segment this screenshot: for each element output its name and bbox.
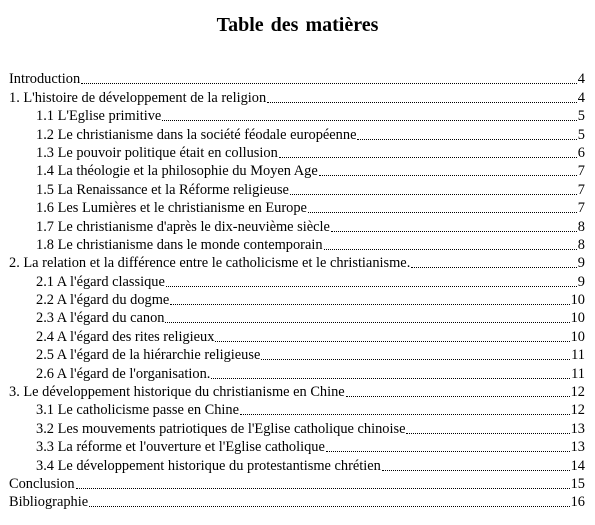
toc-page-number: 15 <box>570 475 585 492</box>
toc-entry[interactable] <box>9 144 585 162</box>
toc-dot-leader <box>162 120 577 121</box>
toc-dot-leader <box>211 378 570 379</box>
toc-dot-leader <box>165 322 569 323</box>
toc-dot-leader <box>279 157 577 158</box>
toc-entry-label: 1.1 L'Eglise primitive <box>36 108 162 125</box>
toc-dot-leader <box>319 175 577 176</box>
toc-page-number: 12 <box>570 402 585 419</box>
toc-dot-leader <box>215 341 569 342</box>
toc-entry-label: 1.7 Le christianisme d'après le dix-neuvième siècle <box>36 218 330 235</box>
toc-page-number: 10 <box>570 310 585 327</box>
toc-dot-leader <box>166 286 577 287</box>
toc-dot-leader <box>240 414 570 415</box>
toc-page-number: 7 <box>577 163 585 180</box>
toc-page-number: 9 <box>577 273 585 290</box>
toc-entry[interactable] <box>9 493 585 511</box>
toc-entry[interactable] <box>9 236 585 254</box>
toc-entry[interactable] <box>9 272 585 290</box>
toc-page-number: 4 <box>577 71 585 88</box>
toc-dot-leader <box>267 102 577 103</box>
toc-entry-label: Introduction <box>9 71 81 88</box>
toc-entry[interactable] <box>9 401 585 419</box>
toc-dot-leader <box>170 304 569 305</box>
toc-dot-leader <box>406 433 569 434</box>
toc-entry[interactable] <box>9 346 585 364</box>
toc-entry-label: 2.1 A l'égard classique <box>36 273 165 290</box>
toc-entry[interactable] <box>9 438 585 456</box>
toc-page-number: 5 <box>577 126 585 143</box>
toc-dot-leader <box>346 396 570 397</box>
toc-entry-label: 2.4 A l'égard des rites religieux <box>36 328 215 345</box>
toc-page-number: 8 <box>577 236 585 253</box>
toc-page-number: 11 <box>571 365 585 382</box>
toc-page-number: 11 <box>571 347 585 364</box>
toc-dot-leader <box>89 506 569 507</box>
toc-page-number: 16 <box>570 494 585 511</box>
toc-page-number: 7 <box>577 200 585 217</box>
toc-page-number: 4 <box>577 89 585 106</box>
toc-entry-label: 1.4 La théologie et la philosophie du Moyen Age <box>36 163 318 180</box>
toc-entry-label: 3.3 La réforme et l'ouverture et l'Eglise catholique <box>36 439 325 456</box>
toc-entry[interactable] <box>9 309 585 327</box>
toc-entry[interactable] <box>9 88 585 106</box>
toc-entry[interactable] <box>9 475 585 493</box>
toc-page-number: 10 <box>570 292 585 309</box>
toc-page-number: 7 <box>577 181 585 198</box>
toc-page-number: 12 <box>570 384 585 401</box>
toc-dot-leader <box>290 194 577 195</box>
toc-entry-label: 1.6 Les Lumières et le christianisme en Europe <box>36 200 307 217</box>
toc-entry[interactable] <box>9 419 585 437</box>
toc-entry[interactable] <box>9 125 585 143</box>
toc-entry[interactable] <box>9 456 585 474</box>
toc-entry-label: 2.2 A l'égard du dogme <box>36 292 170 309</box>
toc-dot-leader <box>382 470 570 471</box>
toc-dot-leader <box>76 488 570 489</box>
toc-dot-leader <box>411 267 577 268</box>
toc-dot-leader <box>261 359 570 360</box>
toc-entry[interactable] <box>9 327 585 345</box>
page-title: Table des matières <box>216 14 379 36</box>
toc-entry-label: 3.4 Le développement historique du protestantisme chrétien <box>36 457 381 474</box>
toc-page-number: 6 <box>577 144 585 161</box>
toc-page-number: 13 <box>570 420 585 437</box>
toc-entry-label: 2.3 A l'égard du canon <box>36 310 165 327</box>
toc-page-number: 14 <box>570 457 585 474</box>
toc-entry[interactable] <box>9 107 585 125</box>
toc-entry[interactable] <box>9 70 585 88</box>
toc-entry-label: 1. L'histoire de développement de la religion <box>9 89 267 106</box>
toc-entry[interactable] <box>9 254 585 272</box>
toc-entry[interactable] <box>9 383 585 401</box>
toc-entry[interactable] <box>9 162 585 180</box>
toc-dot-leader <box>326 451 570 452</box>
toc-entry[interactable] <box>9 217 585 235</box>
toc-dot-leader <box>357 139 576 140</box>
toc-entry-label: Conclusion <box>9 475 75 492</box>
toc-dot-leader <box>81 83 577 84</box>
toc-entry[interactable] <box>9 180 585 198</box>
toc-entry[interactable] <box>9 364 585 382</box>
toc-page-number: 9 <box>577 255 585 272</box>
toc-page-number: 10 <box>570 328 585 345</box>
toc-entry-label: 2. La relation et la différence entre le catholicisme et le christianisme. <box>9 255 411 272</box>
toc-entry-label: 1.8 Le christianisme dans le monde contemporain <box>36 236 323 253</box>
toc-entry-label: 1.2 Le christianisme dans la société féodale européenne <box>36 126 357 143</box>
toc-entry-label: 2.6 A l'égard de l'organisation. <box>36 365 211 382</box>
toc-entry-label: 3.2 Les mouvements patriotiques de l'Eglise catholique chinoise <box>36 420 406 437</box>
toc-dot-leader <box>308 212 577 213</box>
toc-page-number: 8 <box>577 218 585 235</box>
toc-entry-label: Bibliographie <box>9 494 89 511</box>
toc-dot-leader <box>331 231 577 232</box>
toc-entry-label: 3. Le développement historique du christianisme en Chine <box>9 384 345 401</box>
toc-entry-label: 3.1 Le catholicisme passe en Chine <box>36 402 240 419</box>
toc-entry-label: 2.5 A l'égard de la hiérarchie religieuse <box>36 347 261 364</box>
toc-page-number: 5 <box>577 108 585 125</box>
toc-entry-label: 1.3 Le pouvoir politique était en collusion <box>36 144 278 161</box>
toc-dot-leader <box>324 249 577 250</box>
toc-entry-label: 1.5 La Renaissance et la Réforme religieuse <box>36 181 289 198</box>
toc-page-number: 13 <box>570 439 585 456</box>
toc-entry[interactable] <box>9 291 585 309</box>
table-of-contents <box>9 70 585 511</box>
toc-entry[interactable] <box>9 199 585 217</box>
